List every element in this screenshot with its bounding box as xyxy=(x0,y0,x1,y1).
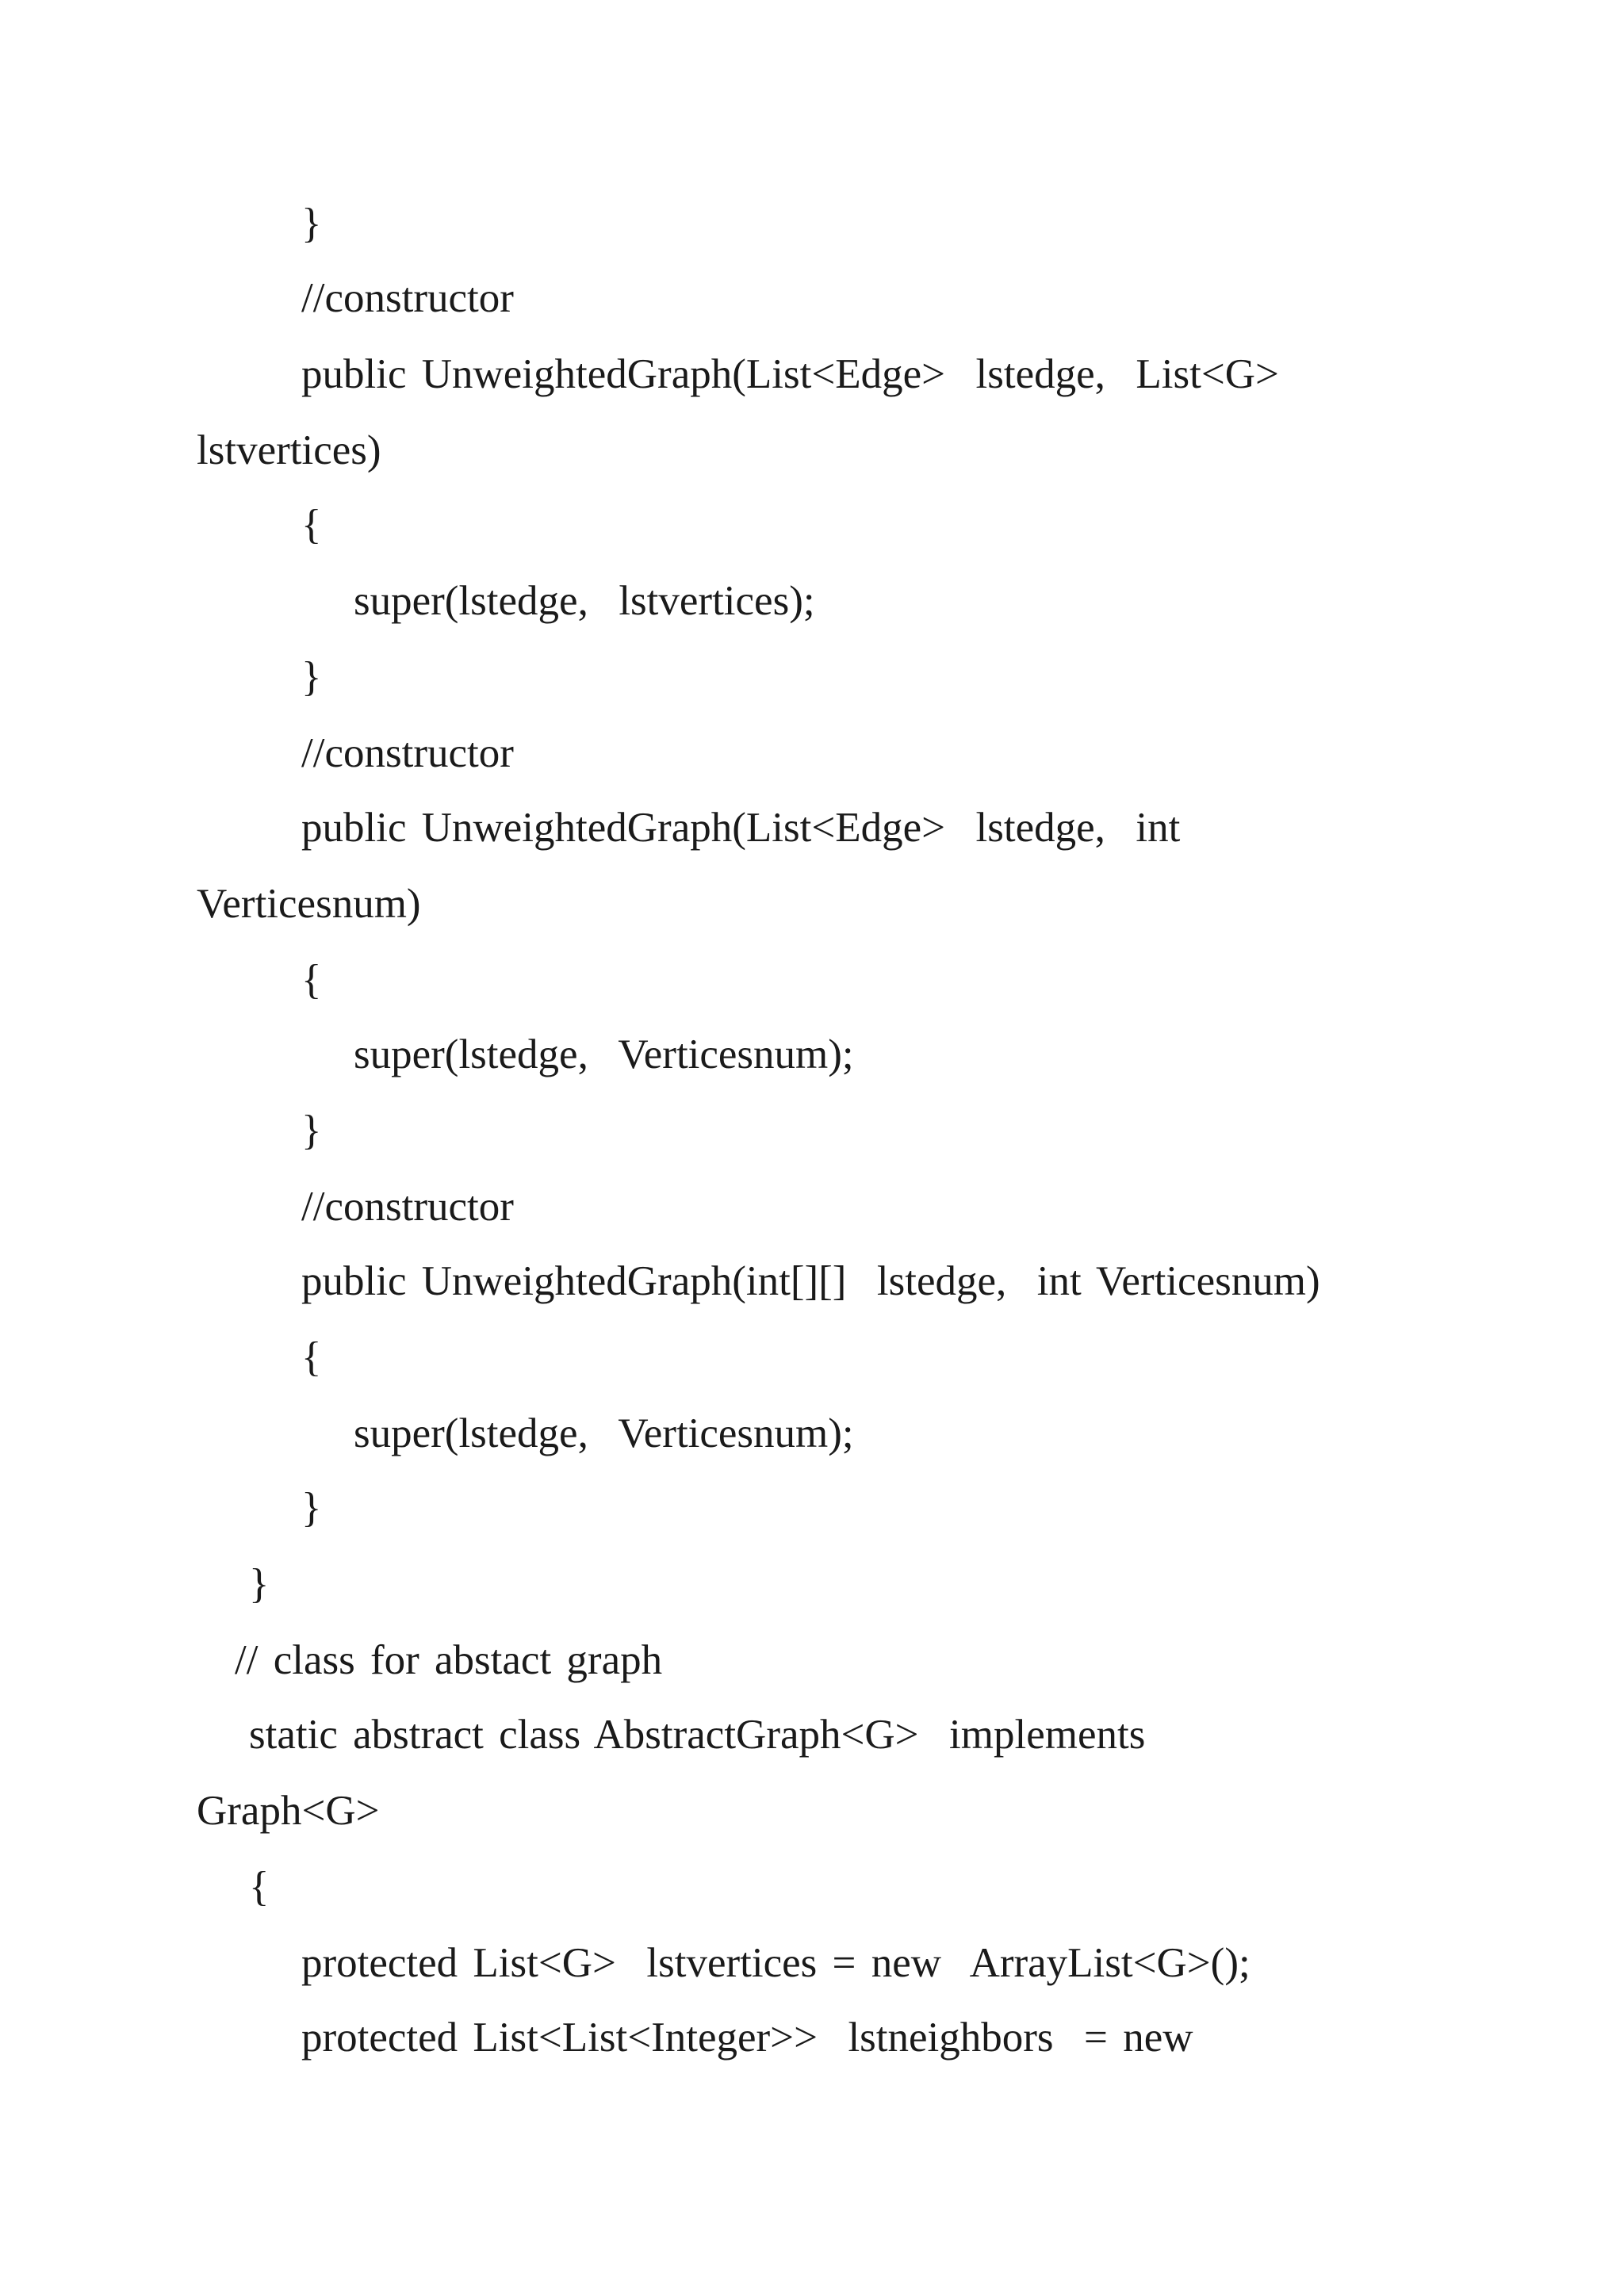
code-line: super(lstedge, lstvertices); xyxy=(354,578,815,624)
code-line: //constructor xyxy=(301,1184,514,1230)
code-line: } xyxy=(301,1485,322,1531)
code-line: Graph<G> xyxy=(197,1788,380,1834)
code-line: static abstract class AbstractGraph<G> implements xyxy=(249,1712,1146,1758)
code-line: } xyxy=(301,1108,322,1154)
code-line: lstvertices) xyxy=(197,427,381,473)
code-line: { xyxy=(301,957,322,1003)
code-line: public UnweightedGraph(int[][] lstedge, int Verticesnum) xyxy=(301,1258,1320,1304)
code-line: public UnweightedGraph(List<Edge> lstedge, List<G> xyxy=(301,351,1279,397)
code-line: protected List<G> lstvertices = new ArrayList<G>(); xyxy=(301,1940,1251,1986)
code-line: protected List<List<Integer>> lstneighbors = new xyxy=(301,2015,1193,2061)
code-line: { xyxy=(301,502,322,548)
code-line: //constructor xyxy=(301,730,514,776)
code-line: // class for abstact graph xyxy=(235,1637,663,1683)
code-line: super(lstedge, Verticesnum); xyxy=(354,1031,854,1077)
code-line: public UnweightedGraph(List<Edge> lstedge, int xyxy=(301,805,1181,851)
code-line: } xyxy=(301,201,322,247)
code-line: Verticesnum) xyxy=(197,881,421,927)
code-line: { xyxy=(301,1334,322,1380)
code-line: } xyxy=(301,654,322,700)
code-line: } xyxy=(249,1561,270,1607)
code-line: { xyxy=(249,1864,270,1910)
code-line: super(lstedge, Verticesnum); xyxy=(354,1410,854,1456)
code-line: //constructor xyxy=(301,275,514,321)
